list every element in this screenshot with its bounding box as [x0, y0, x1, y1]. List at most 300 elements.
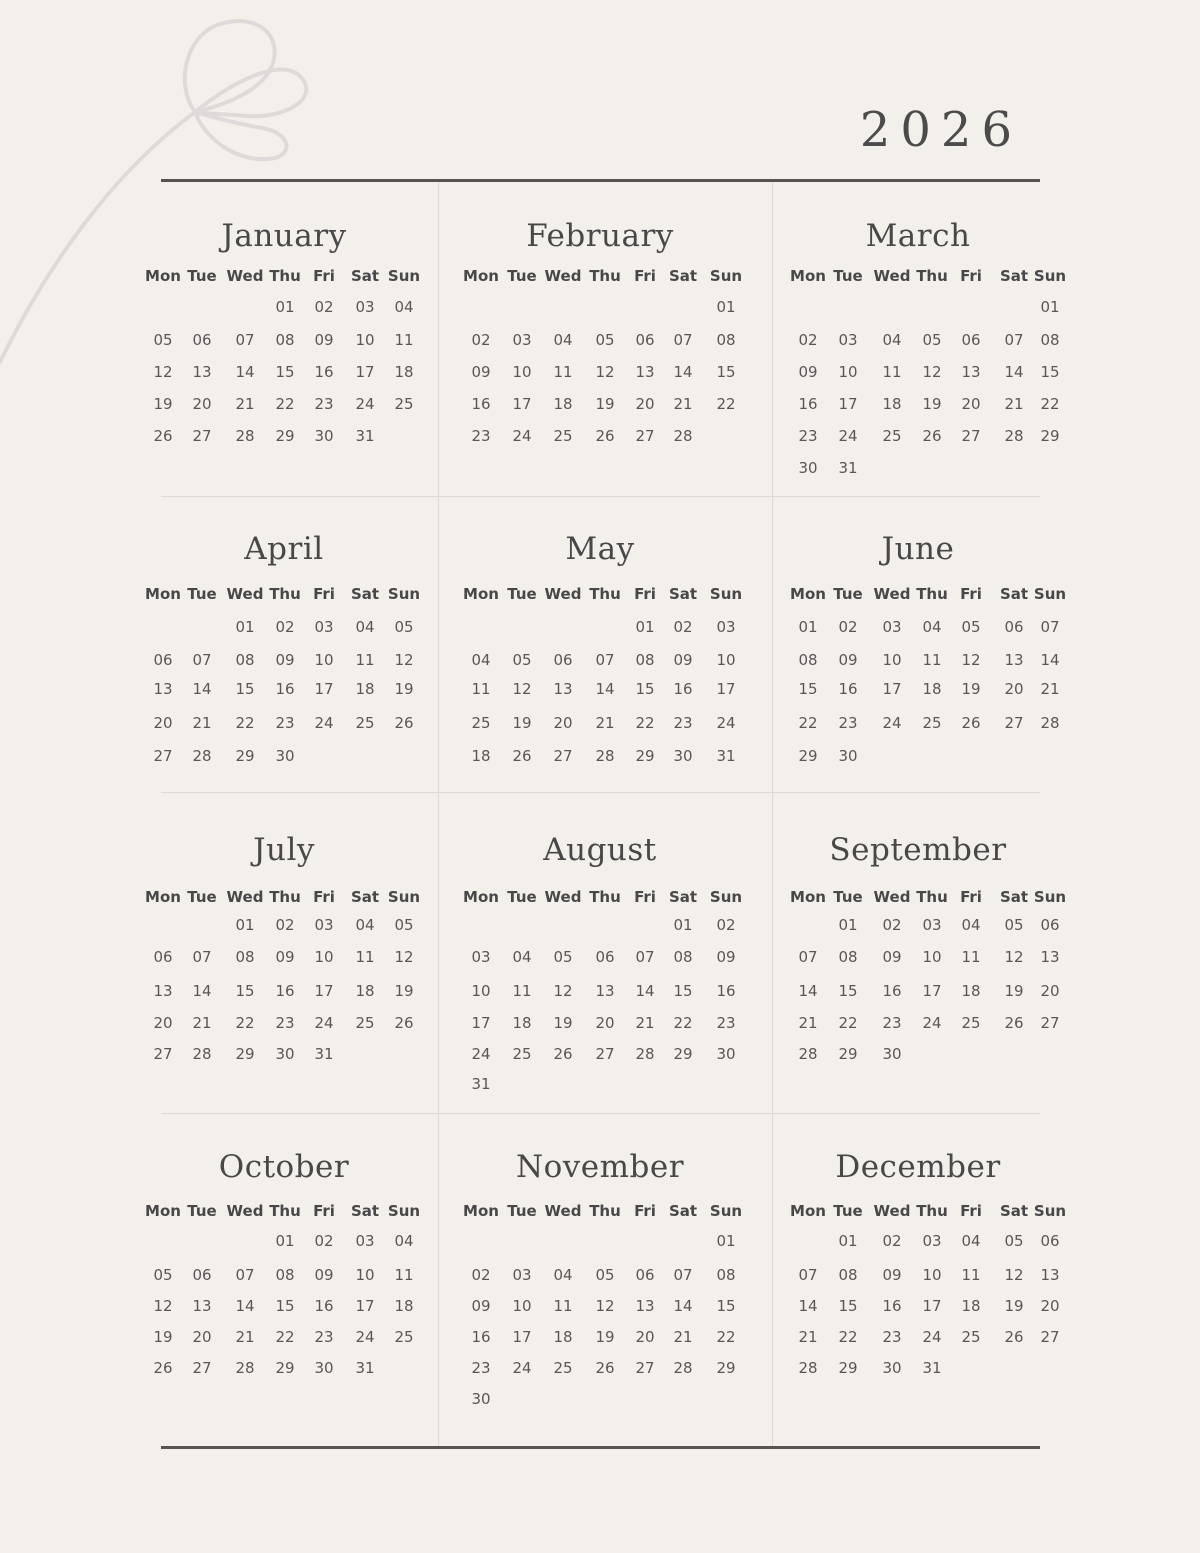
day-cell: 08 [798, 651, 818, 669]
day-cell: 20 [595, 1014, 615, 1032]
weekday-header: Sun [709, 585, 743, 603]
weekday-header: Sun [387, 888, 421, 906]
day-cell: 29 [673, 1045, 693, 1063]
day-cell: 12 [961, 651, 981, 669]
day-cell: 20 [553, 714, 573, 732]
weekday-header: Thu [269, 267, 301, 285]
day-cell: 29 [235, 1045, 255, 1063]
day-cell: 23 [838, 714, 858, 732]
weekday-header: Thu [589, 585, 621, 603]
day-cell: 01 [838, 1232, 858, 1250]
day-cell: 02 [314, 1232, 334, 1250]
day-cell: 06 [192, 1266, 212, 1284]
day-cell: 09 [275, 651, 295, 669]
day-cell: 26 [961, 714, 981, 732]
day-cell: 31 [838, 459, 858, 477]
day-cell: 30 [838, 747, 858, 765]
day-cell: 16 [838, 680, 858, 698]
day-cell: 11 [355, 651, 375, 669]
day-cell: 03 [922, 1232, 942, 1250]
weekday-header: Sun [1033, 1202, 1067, 1220]
day-cell: 09 [314, 331, 334, 349]
day-cell: 06 [153, 651, 173, 669]
day-cell: 11 [355, 948, 375, 966]
weekday-header: Wed [873, 888, 911, 906]
day-cell: 24 [314, 1014, 334, 1032]
day-cell: 18 [553, 1328, 573, 1346]
day-cell: 02 [471, 1266, 491, 1284]
day-cell: 30 [275, 747, 295, 765]
day-cell: 17 [922, 1297, 942, 1315]
day-cell: 04 [471, 651, 491, 669]
day-cell: 01 [635, 618, 655, 636]
day-cell: 26 [1004, 1014, 1024, 1032]
weekday-header: Sun [709, 888, 743, 906]
day-cell: 26 [153, 427, 173, 445]
day-cell: 27 [553, 747, 573, 765]
weekday-header: Mon [145, 585, 181, 603]
weekday-header: Fri [634, 585, 656, 603]
weekday-header: Sun [709, 1202, 743, 1220]
day-cell: 11 [922, 651, 942, 669]
day-cell: 17 [314, 982, 334, 1000]
weekday-header: Sun [387, 267, 421, 285]
day-cell: 19 [394, 680, 414, 698]
day-cell: 19 [1004, 982, 1024, 1000]
day-cell: 25 [922, 714, 942, 732]
weekday-header: Mon [145, 267, 181, 285]
day-cell: 22 [635, 714, 655, 732]
day-cell: 16 [275, 680, 295, 698]
weekday-header: Tue [833, 585, 863, 603]
month-name: May [565, 531, 635, 567]
day-cell: 23 [882, 1014, 902, 1032]
day-cell: 29 [235, 747, 255, 765]
day-cell: 09 [673, 651, 693, 669]
day-cell: 25 [961, 1014, 981, 1032]
day-cell: 29 [635, 747, 655, 765]
day-cell: 07 [235, 1266, 255, 1284]
day-cell: 01 [716, 1232, 736, 1250]
day-cell: 27 [595, 1045, 615, 1063]
weekday-header: Mon [463, 888, 499, 906]
day-cell: 23 [798, 427, 818, 445]
weekday-header: Sat [999, 888, 1029, 906]
day-cell: 03 [922, 916, 942, 934]
day-cell: 13 [961, 363, 981, 381]
weekday-header: Thu [269, 1202, 301, 1220]
day-cell: 25 [512, 1045, 532, 1063]
day-cell: 01 [798, 618, 818, 636]
day-cell: 03 [512, 1266, 532, 1284]
day-cell: 23 [275, 1014, 295, 1032]
day-cell: 19 [394, 982, 414, 1000]
day-cell: 29 [838, 1359, 858, 1377]
month-name: January [221, 218, 347, 254]
day-cell: 14 [673, 1297, 693, 1315]
year-title: 2026 [859, 102, 1022, 158]
day-cell: 15 [275, 1297, 295, 1315]
bottom-rule [161, 1446, 1040, 1449]
day-cell: 01 [275, 1232, 295, 1250]
day-cell: 07 [192, 948, 212, 966]
day-cell: 07 [595, 651, 615, 669]
day-cell: 12 [394, 651, 414, 669]
day-cell: 19 [595, 395, 615, 413]
day-cell: 14 [1004, 363, 1024, 381]
day-cell: 09 [471, 1297, 491, 1315]
day-cell: 26 [394, 1014, 414, 1032]
day-cell: 22 [275, 1328, 295, 1346]
day-cell: 20 [153, 1014, 173, 1032]
weekday-header: Mon [790, 888, 826, 906]
day-cell: 20 [1040, 1297, 1060, 1315]
day-cell: 28 [1040, 714, 1060, 732]
weekday-header: Fri [313, 585, 335, 603]
day-cell: 13 [192, 1297, 212, 1315]
day-cell: 28 [673, 1359, 693, 1377]
day-cell: 08 [275, 331, 295, 349]
day-cell: 13 [553, 680, 573, 698]
day-cell: 28 [798, 1045, 818, 1063]
weekday-header: Tue [507, 888, 537, 906]
day-cell: 26 [595, 1359, 615, 1377]
weekday-header: Sun [1033, 267, 1067, 285]
day-cell: 24 [922, 1014, 942, 1032]
day-cell: 28 [595, 747, 615, 765]
weekday-header: Sat [668, 267, 698, 285]
weekday-header: Fri [634, 1202, 656, 1220]
day-cell: 26 [922, 427, 942, 445]
day-cell: 08 [275, 1266, 295, 1284]
day-cell: 04 [553, 331, 573, 349]
day-cell: 12 [394, 948, 414, 966]
day-cell: 30 [882, 1045, 902, 1063]
day-cell: 09 [798, 363, 818, 381]
day-cell: 19 [553, 1014, 573, 1032]
day-cell: 19 [595, 1328, 615, 1346]
day-cell: 30 [882, 1359, 902, 1377]
weekday-header: Sat [999, 267, 1029, 285]
day-cell: 27 [635, 1359, 655, 1377]
day-cell: 15 [235, 680, 255, 698]
day-cell: 10 [355, 331, 375, 349]
day-cell: 17 [716, 680, 736, 698]
day-cell: 05 [512, 651, 532, 669]
day-cell: 23 [275, 714, 295, 732]
day-cell: 14 [798, 982, 818, 1000]
month-name: March [865, 218, 971, 254]
weekday-header: Sun [387, 585, 421, 603]
day-cell: 23 [314, 395, 334, 413]
day-cell: 13 [1040, 948, 1060, 966]
weekday-header: Fri [960, 267, 982, 285]
weekday-header: Wed [873, 585, 911, 603]
day-cell: 07 [673, 331, 693, 349]
day-cell: 17 [512, 1328, 532, 1346]
day-cell: 03 [314, 618, 334, 636]
day-cell: 29 [798, 747, 818, 765]
day-cell: 18 [961, 982, 981, 1000]
day-cell: 15 [275, 363, 295, 381]
day-cell: 20 [1040, 982, 1060, 1000]
day-cell: 10 [922, 1266, 942, 1284]
day-cell: 03 [314, 916, 334, 934]
day-cell: 05 [394, 618, 414, 636]
day-cell: 20 [635, 395, 655, 413]
day-cell: 07 [1004, 331, 1024, 349]
day-cell: 12 [153, 363, 173, 381]
day-cell: 02 [798, 331, 818, 349]
day-cell: 07 [235, 331, 255, 349]
day-cell: 26 [595, 427, 615, 445]
day-cell: 06 [1040, 1232, 1060, 1250]
day-cell: 05 [595, 331, 615, 349]
day-cell: 21 [192, 1014, 212, 1032]
day-cell: 08 [716, 1266, 736, 1284]
weekday-header: Mon [463, 1202, 499, 1220]
day-cell: 13 [153, 982, 173, 1000]
day-cell: 04 [512, 948, 532, 966]
day-cell: 24 [314, 714, 334, 732]
day-cell: 18 [394, 1297, 414, 1315]
day-cell: 24 [355, 1328, 375, 1346]
day-cell: 24 [355, 395, 375, 413]
day-cell: 16 [882, 982, 902, 1000]
day-cell: 25 [961, 1328, 981, 1346]
weekday-header: Sat [999, 1202, 1029, 1220]
weekday-header: Thu [269, 585, 301, 603]
weekday-header: Fri [634, 888, 656, 906]
day-cell: 15 [716, 363, 736, 381]
day-cell: 08 [673, 948, 693, 966]
day-cell: 04 [355, 618, 375, 636]
day-cell: 29 [1040, 427, 1060, 445]
day-cell: 10 [838, 363, 858, 381]
day-cell: 27 [1004, 714, 1024, 732]
day-cell: 21 [1040, 680, 1060, 698]
day-cell: 20 [635, 1328, 655, 1346]
day-cell: 23 [882, 1328, 902, 1346]
day-cell: 14 [235, 363, 255, 381]
day-cell: 04 [355, 916, 375, 934]
day-cell: 06 [961, 331, 981, 349]
day-cell: 28 [192, 1045, 212, 1063]
day-cell: 26 [394, 714, 414, 732]
day-cell: 20 [153, 714, 173, 732]
day-cell: 05 [1004, 1232, 1024, 1250]
day-cell: 15 [673, 982, 693, 1000]
day-cell: 18 [961, 1297, 981, 1315]
day-cell: 11 [471, 680, 491, 698]
day-cell: 27 [1040, 1328, 1060, 1346]
day-cell: 11 [394, 1266, 414, 1284]
day-cell: 09 [275, 948, 295, 966]
month-name: February [526, 218, 674, 254]
day-cell: 02 [838, 618, 858, 636]
day-cell: 10 [922, 948, 942, 966]
day-cell: 24 [882, 714, 902, 732]
day-cell: 22 [275, 395, 295, 413]
weekday-header: Wed [544, 585, 582, 603]
day-cell: 01 [673, 916, 693, 934]
day-cell: 22 [1040, 395, 1060, 413]
day-cell: 17 [471, 1014, 491, 1032]
day-cell: 04 [961, 1232, 981, 1250]
day-cell: 09 [314, 1266, 334, 1284]
day-cell: 08 [235, 948, 255, 966]
weekday-header: Wed [544, 888, 582, 906]
day-cell: 15 [838, 982, 858, 1000]
day-cell: 21 [1004, 395, 1024, 413]
weekday-header: Fri [960, 585, 982, 603]
day-cell: 21 [635, 1014, 655, 1032]
day-cell: 22 [235, 1014, 255, 1032]
day-cell: 29 [716, 1359, 736, 1377]
weekday-header: Tue [507, 267, 537, 285]
weekday-header: Sun [387, 1202, 421, 1220]
day-cell: 16 [471, 1328, 491, 1346]
weekday-header: Mon [145, 1202, 181, 1220]
day-cell: 03 [882, 618, 902, 636]
day-cell: 31 [471, 1075, 491, 1093]
day-cell: 08 [838, 948, 858, 966]
day-cell: 26 [153, 1359, 173, 1377]
day-cell: 21 [235, 395, 255, 413]
day-cell: 06 [553, 651, 573, 669]
day-cell: 09 [471, 363, 491, 381]
day-cell: 17 [512, 395, 532, 413]
day-cell: 12 [153, 1297, 173, 1315]
day-cell: 21 [798, 1014, 818, 1032]
day-cell: 17 [355, 1297, 375, 1315]
day-cell: 10 [512, 363, 532, 381]
day-cell: 02 [716, 916, 736, 934]
day-cell: 15 [1040, 363, 1060, 381]
month-name: June [881, 531, 955, 567]
weekday-header: Fri [313, 1202, 335, 1220]
day-cell: 16 [882, 1297, 902, 1315]
weekday-header: Sat [350, 267, 380, 285]
day-cell: 05 [553, 948, 573, 966]
weekday-header: Sat [350, 585, 380, 603]
top-rule [161, 179, 1040, 182]
day-cell: 12 [922, 363, 942, 381]
day-cell: 10 [882, 651, 902, 669]
weekday-header: Fri [960, 888, 982, 906]
day-cell: 28 [192, 747, 212, 765]
day-cell: 03 [355, 298, 375, 316]
day-cell: 01 [1040, 298, 1060, 316]
weekday-header: Mon [790, 267, 826, 285]
weekday-header: Wed [226, 585, 264, 603]
month-name: September [829, 832, 1007, 868]
day-cell: 09 [882, 1266, 902, 1284]
day-cell: 02 [673, 618, 693, 636]
month-name: April [244, 531, 324, 567]
weekday-header: Tue [187, 888, 217, 906]
day-cell: 23 [716, 1014, 736, 1032]
day-cell: 18 [512, 1014, 532, 1032]
day-cell: 14 [635, 982, 655, 1000]
month-name: July [253, 832, 315, 868]
day-cell: 28 [635, 1045, 655, 1063]
weekday-header: Tue [507, 1202, 537, 1220]
day-cell: 18 [471, 747, 491, 765]
day-cell: 10 [716, 651, 736, 669]
day-cell: 06 [153, 948, 173, 966]
day-cell: 25 [355, 1014, 375, 1032]
day-cell: 16 [314, 1297, 334, 1315]
day-cell: 04 [394, 1232, 414, 1250]
day-cell: 09 [716, 948, 736, 966]
day-cell: 24 [471, 1045, 491, 1063]
day-cell: 29 [838, 1045, 858, 1063]
weekday-header: Sat [350, 888, 380, 906]
day-cell: 08 [235, 651, 255, 669]
day-cell: 30 [716, 1045, 736, 1063]
day-cell: 23 [471, 427, 491, 445]
day-cell: 07 [673, 1266, 693, 1284]
day-cell: 05 [1004, 916, 1024, 934]
day-cell: 06 [1004, 618, 1024, 636]
day-cell: 28 [1004, 427, 1024, 445]
day-cell: 04 [882, 331, 902, 349]
day-cell: 27 [192, 1359, 212, 1377]
weekday-header: Sat [350, 1202, 380, 1220]
day-cell: 10 [314, 948, 334, 966]
weekday-header: Wed [873, 267, 911, 285]
day-cell: 30 [314, 427, 334, 445]
weekday-header: Tue [187, 267, 217, 285]
day-cell: 27 [1040, 1014, 1060, 1032]
day-cell: 07 [798, 948, 818, 966]
day-cell: 14 [1040, 651, 1060, 669]
day-cell: 12 [553, 982, 573, 1000]
day-cell: 11 [553, 363, 573, 381]
day-cell: 03 [716, 618, 736, 636]
day-cell: 08 [635, 651, 655, 669]
day-cell: 31 [355, 1359, 375, 1377]
day-cell: 01 [838, 916, 858, 934]
weekday-header: Fri [960, 1202, 982, 1220]
day-cell: 22 [673, 1014, 693, 1032]
day-cell: 02 [882, 1232, 902, 1250]
day-cell: 04 [922, 618, 942, 636]
day-cell: 15 [235, 982, 255, 1000]
day-cell: 10 [512, 1297, 532, 1315]
day-cell: 01 [235, 618, 255, 636]
day-cell: 25 [553, 427, 573, 445]
weekday-header: Fri [634, 267, 656, 285]
day-cell: 02 [471, 331, 491, 349]
weekday-header: Thu [589, 888, 621, 906]
day-cell: 12 [1004, 1266, 1024, 1284]
day-cell: 24 [838, 427, 858, 445]
weekday-header: Wed [544, 267, 582, 285]
weekday-header: Thu [589, 1202, 621, 1220]
weekday-header: Tue [187, 585, 217, 603]
weekday-header: Thu [916, 1202, 948, 1220]
day-cell: 06 [635, 331, 655, 349]
day-cell: 27 [153, 1045, 173, 1063]
day-cell: 08 [716, 331, 736, 349]
weekday-header: Mon [463, 267, 499, 285]
weekday-header: Tue [833, 267, 863, 285]
weekday-header: Fri [313, 267, 335, 285]
day-cell: 06 [192, 331, 212, 349]
day-cell: 22 [235, 714, 255, 732]
